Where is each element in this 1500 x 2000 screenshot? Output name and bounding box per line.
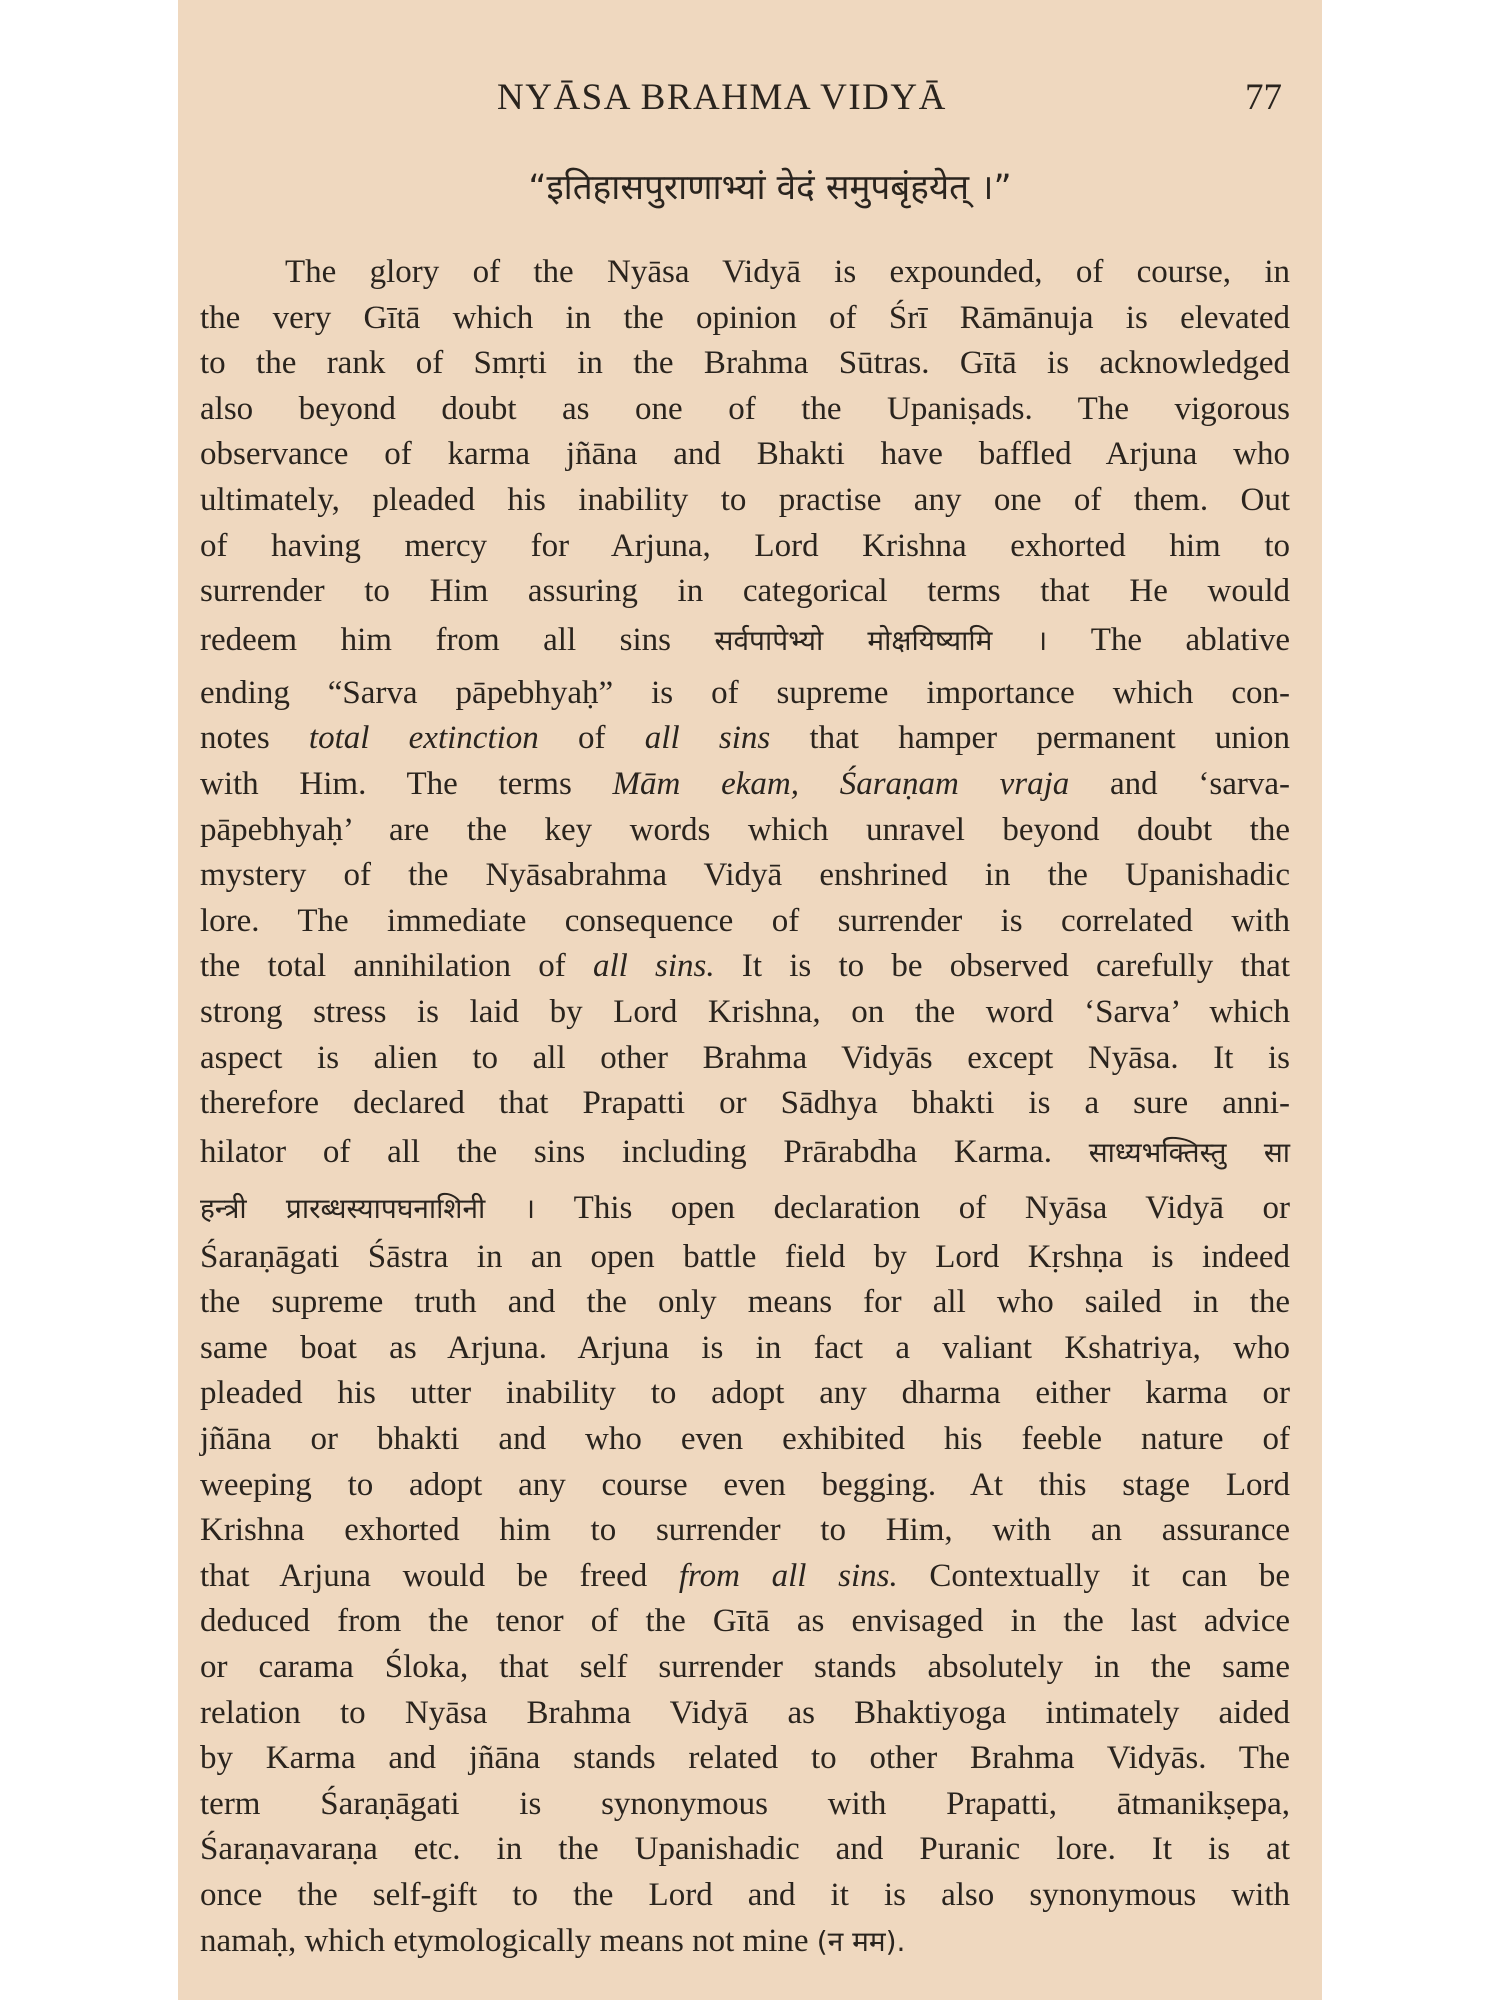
text-line: The glory of the Nyāsa Vidyā is expounded, of course, in — [285, 254, 1290, 290]
text-line: pāpebhyaḥ’ are the key words which unravel beyond doubt the — [200, 811, 1290, 848]
text-line: by Karma and jñāna stands related to other Brahma Vidyās. The — [200, 1740, 1290, 1777]
text-line — [200, 615, 1290, 671]
text-line — [200, 1127, 1290, 1183]
text-line — [200, 1554, 1290, 1600]
text-line: lore. The immediate consequence of surrender is correlated with — [200, 902, 1290, 939]
text-line — [200, 1183, 1290, 1235]
text-line: also beyond doubt as one of the Upaniṣads. The vigorous — [200, 390, 1290, 427]
text-line: strong stress is laid by Lord Krishna, on the word ‘Sarva’ which — [200, 993, 1290, 1030]
text-line: pleaded his utter inability to adopt any dharma either karma or — [200, 1375, 1290, 1412]
text-line: jñāna or bhakti and who even exhibited his feeble nature of — [200, 1421, 1290, 1458]
text-line: ultimately, pleaded his inability to practise any one of them. Out — [200, 481, 1290, 518]
text-line — [200, 762, 1290, 808]
text-line: therefore declared that Prapatti or Sādhya bhakti is a sure anni- — [200, 1085, 1290, 1122]
sanskrit-quote: साध्यभक्तिस्तु सा — [1088, 1135, 1290, 1169]
text-segment: and ‘sarva- — [1110, 765, 1290, 802]
text-segment: redeem him from all sins — [200, 621, 672, 658]
text-line: term Śaraṇāgati is synonymous with Prapatti, ātmanikṣepa, — [200, 1785, 1290, 1822]
text-line: the very Gītā which in the opinion of Śrī Rāmānuja is elevated — [200, 299, 1290, 336]
text-line: of having mercy for Arjuna, Lord Krishna exhorted him to — [200, 527, 1290, 564]
emphasis: Mām ekam, Śaraṇam vraja — [612, 765, 1070, 802]
text-line: surrender to Him assuring in categorical terms that He would — [200, 573, 1290, 610]
text-segment: The ablative — [1090, 621, 1291, 658]
text-segment: that Arjuna would be freed — [200, 1557, 648, 1594]
text-line: mystery of the Nyāsabrahma Vidyā enshrined in the Upanishadic — [200, 857, 1290, 894]
text-line: weeping to adopt any course even begging. At this stage Lord — [200, 1466, 1290, 1503]
emphasis: total extinction — [308, 720, 539, 757]
emphasis: all sins. — [592, 948, 715, 985]
sanskrit-quote: (न मम). — [816, 1924, 906, 1958]
sanskrit-quote: सर्वपापेभ्यो मोक्षयिष्यामि । — [714, 623, 1048, 657]
body-paragraph — [200, 250, 1290, 1964]
text-segment: notes — [200, 720, 270, 757]
text-line — [200, 944, 1290, 990]
text-segment: hilator of all the sins including Prārabdha Karma. — [200, 1133, 1052, 1170]
text-line: observance of karma jñāna and Bhakti have baffled Arjuna who — [200, 436, 1290, 473]
text-line — [200, 1919, 1290, 1965]
text-line: aspect is alien to all other Brahma Vidyās except Nyāsa. It is — [200, 1039, 1290, 1076]
text-line: Krishna exhorted him to surrender to Him, with an assurance — [200, 1512, 1290, 1549]
sanskrit-epigraph: “इतिहासपुराणाभ्यां वेदं समुपबृंहयेत् ।” — [528, 168, 1012, 208]
text-line: same boat as Arjuna. Arjuna is in fact a valiant Kshatriya, who — [200, 1329, 1290, 1366]
text-line: the supreme truth and the only means for all who sailed in the — [200, 1284, 1290, 1321]
emphasis: from all sins. — [678, 1557, 898, 1594]
page-number: 77 — [1245, 77, 1282, 118]
text-line — [200, 716, 1290, 762]
text-segment: This open declaration of Nyāsa Vidyā or — [573, 1189, 1291, 1226]
text-line: ending “Sarva pāpebhyaḥ” is of supreme importance which con- — [200, 674, 1290, 711]
text-line: Śaraṇavaraṇa etc. in the Upanishadic and Puranic lore. It is at — [200, 1831, 1290, 1868]
text-line: or carama Śloka, that self surrender stands absolutely in the same — [200, 1649, 1290, 1686]
text-segment: Contextually it can be — [929, 1557, 1291, 1594]
text-line: once the self-gift to the Lord and it is also synonymous with — [200, 1877, 1290, 1913]
text-segment: namaḥ, which etymologically means not mine — [200, 1922, 809, 1959]
sanskrit-quote: हन्त्री प्रारब्धस्यापघनाशिनी । — [200, 1191, 536, 1225]
text-segment: with Him. The terms — [200, 765, 572, 802]
chapter-title: NYĀSA BRAHMA VIDYĀ — [497, 77, 947, 118]
running-header — [178, 76, 1322, 126]
text-segment: that hamper permanent union — [809, 720, 1291, 757]
book-page — [178, 0, 1322, 2000]
text-segment: of — [578, 720, 606, 757]
emphasis: all sins — [644, 720, 771, 757]
text-segment: It is to be observed carefully that — [741, 948, 1290, 985]
text-line: to the rank of Smṛti in the Brahma Sūtras. Gītā is acknowledged — [200, 345, 1290, 382]
text-segment: the total annihilation of — [200, 948, 566, 985]
text-line: Śaraṇāgati Śāstra in an open battle field by Lord Kṛshṇa is indeed — [200, 1238, 1290, 1275]
text-line: relation to Nyāsa Brahma Vidyā as Bhaktiyoga intimately aided — [200, 1694, 1290, 1731]
text-line: deduced from the tenor of the Gītā as envisaged in the last advice — [200, 1603, 1290, 1640]
